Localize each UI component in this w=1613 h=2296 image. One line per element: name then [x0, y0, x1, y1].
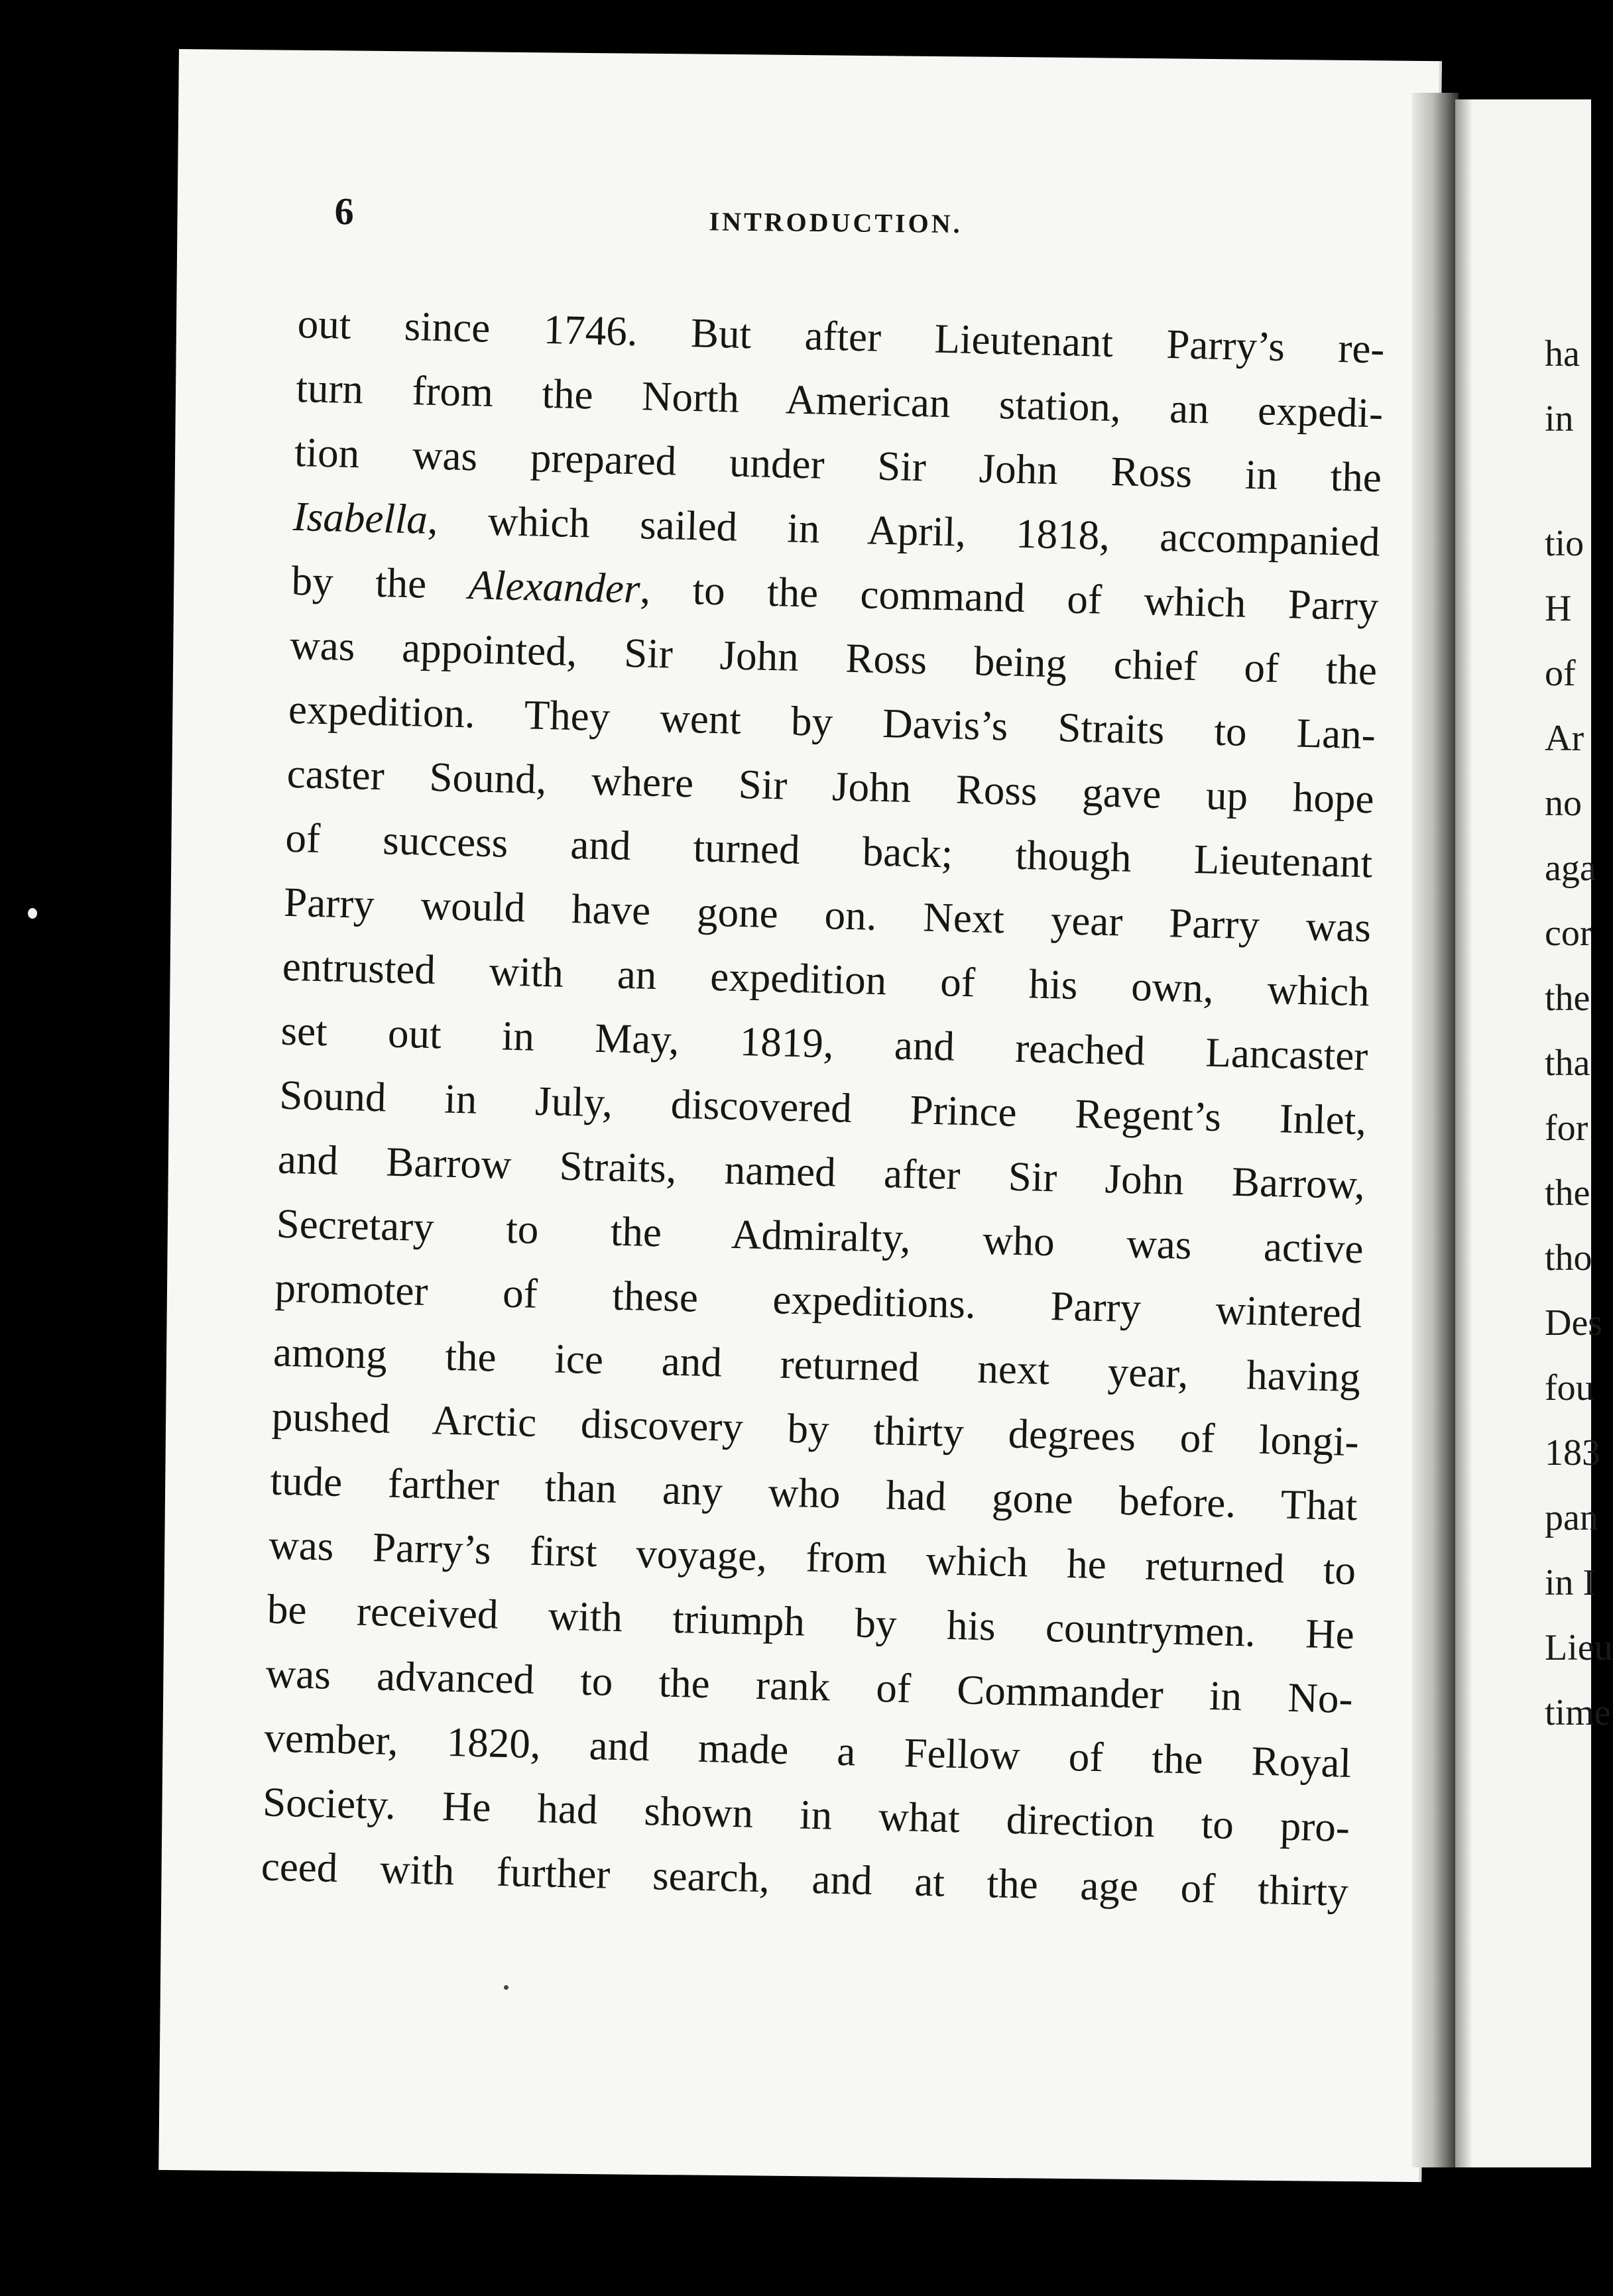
text-line: and Barrow Straits, named after Sir John Barrow,	[277, 1135, 1366, 1208]
facing-line: Des	[1545, 1302, 1603, 1344]
text-line: be received with triumph by his countrymen. He	[267, 1585, 1355, 1658]
facing-line: pan	[1545, 1497, 1598, 1538]
text-line: Parry would have gone on. Next year Parry was	[283, 878, 1372, 951]
text-line: Isabella, which sailed in April, 1818, accompanied	[292, 492, 1381, 565]
page-gutter	[1412, 93, 1459, 2167]
text-line: was Parry’s first voyage, from which he returned to	[268, 1521, 1356, 1594]
page-number: 6	[334, 189, 354, 233]
facing-line: for	[1545, 1108, 1588, 1149]
facing-line: the	[1545, 978, 1590, 1019]
facing-line: fou	[1545, 1367, 1594, 1408]
text-line: Society. He had shown in what direction to pro-	[262, 1778, 1350, 1851]
dust-speck	[504, 1985, 508, 1990]
text-line: set out in May, 1819, and reached Lancaster	[280, 1007, 1369, 1080]
text-line: was advanced to the rank of Commander in No-	[265, 1650, 1354, 1723]
text-line: among the ice and returned next year, having	[272, 1328, 1361, 1401]
text-line: ceed with further search, and at the age of thirty	[261, 1843, 1349, 1915]
facing-line: Lieu	[1545, 1627, 1613, 1668]
facing-line: time	[1545, 1692, 1611, 1733]
page-header	[334, 189, 1396, 252]
facing-line: tio	[1545, 523, 1584, 564]
text-line: promoter of these expeditions. Parry wintered	[274, 1264, 1362, 1337]
facing-line: ha	[1545, 333, 1580, 374]
facing-line: H	[1545, 588, 1572, 629]
facing-line: 183	[1545, 1432, 1600, 1473]
facing-line: no	[1545, 783, 1582, 824]
facing-line: the	[1545, 1173, 1590, 1214]
running-head: INTRODUCTION.	[709, 206, 963, 239]
text-line: of success and turned back; though Lieutenant	[284, 814, 1373, 887]
text-line: turn from the North American station, an expedi-	[295, 364, 1384, 437]
text-line: Secretary to the Admiralty, who was active	[276, 1200, 1364, 1273]
facing-page-text	[1545, 321, 1613, 1745]
text-line: Sound in July, discovered Prince Regent’s Inlet,	[278, 1071, 1367, 1144]
text-line: tion was prepared under Sir John Ross in the	[294, 428, 1382, 501]
facing-page-shadow	[1455, 99, 1472, 2167]
text-line: out since 1746. But after Lieutenant Parry’s re-	[297, 300, 1386, 373]
text-line: by the Alexander, to the command of which Parry	[290, 557, 1380, 630]
body-text	[261, 292, 1386, 1924]
ship-name-alexander: Alexander	[467, 561, 641, 612]
facing-line: aga	[1545, 848, 1596, 889]
text-line: expedition. They went by Davis’s Straits to Lan-	[288, 685, 1376, 758]
text-line: pushed Arctic discovery by thirty degrees of longi-	[271, 1393, 1360, 1465]
ship-name-isabella: Isabella	[292, 492, 428, 543]
facing-line: tha	[1545, 1043, 1590, 1084]
facing-line: tho	[1545, 1237, 1592, 1279]
facing-line: cor	[1545, 913, 1592, 954]
facing-line: Ar	[1545, 718, 1584, 759]
text-line: caster Sound, where Sir John Ross gave up hope	[286, 750, 1375, 823]
text-line: was appointed, Sir John Ross being chief of the	[289, 621, 1378, 694]
facing-line: in	[1545, 398, 1574, 439]
facing-line: in I	[1545, 1562, 1596, 1603]
text-line: tude farther than any who had gone before. That	[269, 1457, 1358, 1530]
text-line: entrusted with an expedition of his own, which	[282, 943, 1370, 1015]
dust-speck	[28, 908, 37, 919]
text-line: vember, 1820, and made a Fellow of the Royal	[263, 1714, 1352, 1787]
facing-line: of	[1545, 653, 1576, 694]
